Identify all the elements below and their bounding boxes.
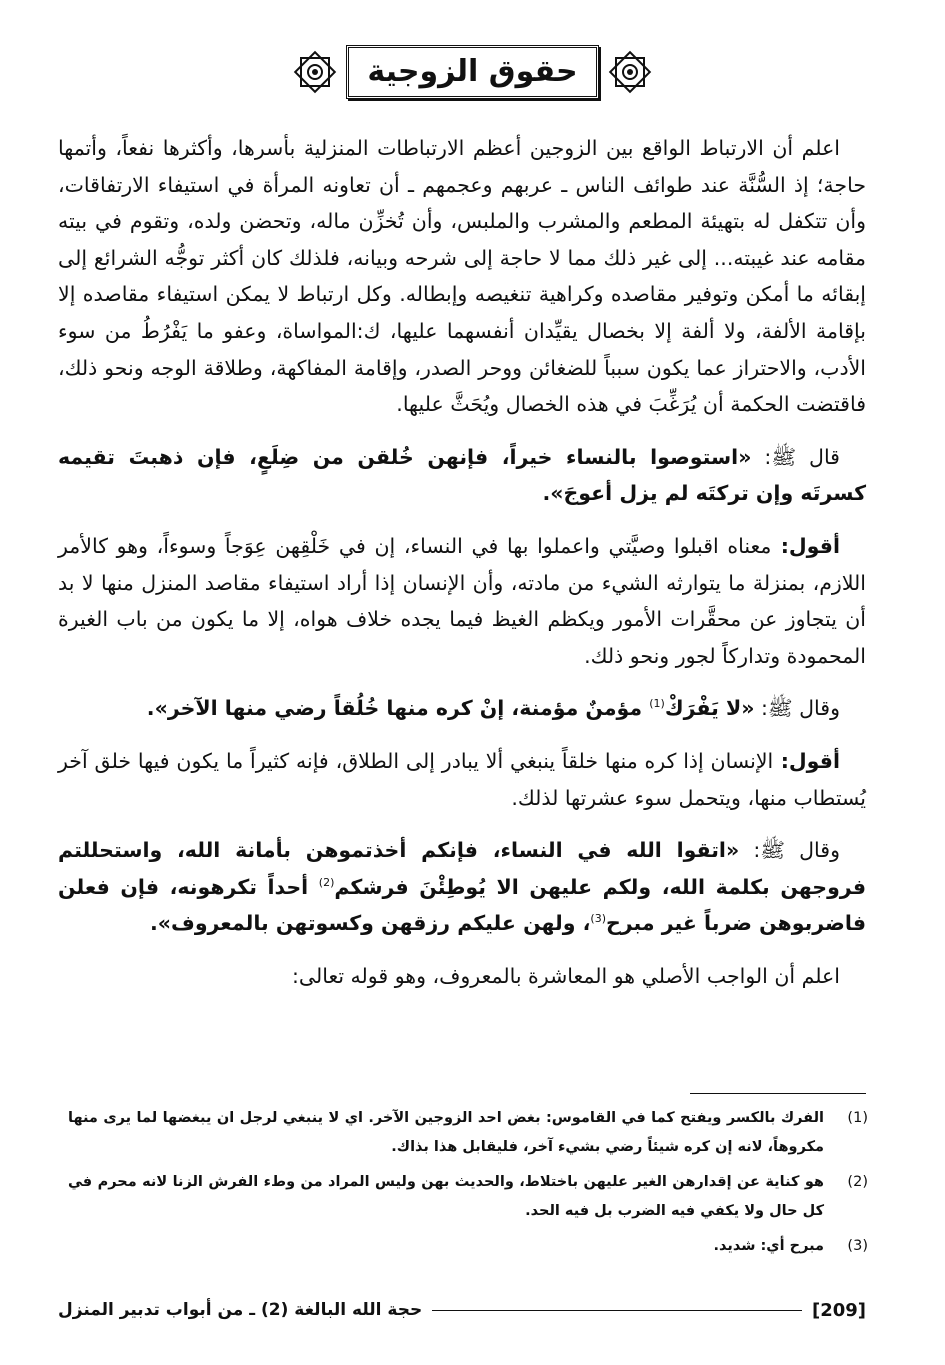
hadith-paragraph bbox=[58, 690, 866, 727]
hadith-paragraph bbox=[58, 832, 866, 942]
hadith-text: مؤمنٌ مؤمنة، إنْ كره منها خُلُقاً رضي منها الآخر». bbox=[146, 696, 650, 721]
commentary-lead: أقول: bbox=[773, 748, 840, 773]
commentary-text: معناه اقبلوا وصيَّتي واعملوا بها في النساء، إن في خَلْقِهن عِوَجاً وسوءاً، وهو كالأمر اللازم، بمنزلة ما يتوارثه الشيء من مادته، وأن الإنسان إذا أراد استيفاء مقاصد المنزل منها لا بد أن يتجاوز عن محقَّرات الأمور ويكظم الغيظ فيما يجده خلاف هواه، إلا ما يكون من باب الغيرة المحمودة وتداركاً لجور ونحو ذلك. bbox=[58, 533, 866, 668]
page-number: [209] bbox=[811, 1299, 866, 1321]
hadith-intro: وقال ﷺ: bbox=[754, 696, 840, 721]
footnote-number: (3) bbox=[847, 1238, 868, 1254]
footnote-text: الفرك بالكسر ويفتح كما في القاموس: بغض احد الزوجين الآخر. اي لا ينبغي لرجل ان يبغضها لما يرى منها مكروهاً، لانه إن كره شيئاً رضي بشيء آخر، فليقابل هذا بذاك. bbox=[68, 1110, 824, 1155]
footnote-item bbox=[68, 1168, 868, 1226]
hadith-text: «استوصوا بالنساء خيراً، فإنهن خُلقن من ضِلَعٍ، فإن ذهبتَ تقيمه كسرتَه وإن تركتَه لم يزل أعوجَ». bbox=[58, 444, 866, 506]
footnote-divider bbox=[690, 1093, 866, 1094]
star-ornament-icon bbox=[290, 47, 340, 97]
footnote-number: (2) bbox=[847, 1174, 868, 1190]
footnotes bbox=[68, 1104, 868, 1267]
footnote-text: هو كناية عن إقدارهن الغير عليهن باختلاط، والحديث بهن وليس المراد من وطء الفرش الزنا لانه محرم في كل حال ولا يكفي فيه الضرب بل فيه الحد. bbox=[68, 1174, 824, 1219]
footnote-item bbox=[68, 1232, 868, 1261]
commentary-text: الإنسان إذا كره منها خلقاً ينبغي ألا يبادر إلى الطلاق، فإنه كثيراً ما يكون فيها خلق آخر يُستطاب منها، ويتحمل سوء عشرتها لذلك. bbox=[58, 748, 866, 810]
hadith-text: ، ولهن عليكم رزقهن وكسوتهن بالمعروف». bbox=[149, 911, 591, 936]
hadith-paragraph bbox=[58, 439, 866, 512]
footnote-text: مبرح أي: شديد. bbox=[713, 1238, 824, 1254]
hadith-text: «لا يَفْرَكْ bbox=[664, 696, 755, 721]
hadith-text: أحداً تكرهونه، فإن فعلن فاضربوهن ضرباً غير مبرح bbox=[58, 874, 866, 936]
star-ornament-icon bbox=[605, 47, 655, 97]
commentary-paragraph bbox=[58, 528, 866, 674]
chapter-title: حقوق الزوجية bbox=[346, 45, 598, 99]
footnote-item bbox=[68, 1104, 868, 1162]
commentary-paragraph bbox=[58, 743, 866, 816]
footnote-ref[interactable]: (2) bbox=[318, 875, 335, 889]
footnote-ref[interactable]: (1) bbox=[649, 697, 665, 711]
footnote-number: (1) bbox=[847, 1110, 868, 1126]
hadith-text: «اتقوا الله في النساء، فإنكم أخذتموهن بأمانة الله، واستحللتم فروجهن بكلمة الله، ولكم عليهن الا يُوطِئْنَ فرشكم bbox=[58, 838, 866, 899]
page-footer bbox=[58, 1293, 866, 1327]
chapter-header bbox=[0, 42, 945, 102]
hadith-intro: وقال ﷺ: bbox=[739, 838, 840, 863]
main-text bbox=[58, 130, 866, 994]
running-title: حجة الله البالغة (2) ـ من أبواب تدبير المنزل bbox=[58, 1300, 423, 1320]
closing-paragraph: اعلم أن الواجب الأصلي هو المعاشرة بالمعروف، وهو قوله تعالى: bbox=[291, 963, 840, 988]
commentary-lead: أقول: bbox=[771, 533, 840, 558]
hadith-intro: قال ﷺ: bbox=[751, 444, 840, 469]
footnote-ref[interactable]: (3) bbox=[590, 912, 607, 926]
footer-rule bbox=[432, 1310, 802, 1311]
paragraph-intro: اعلم أن الارتباط الواقع بين الزوجين أعظم الارتباطات المنزلية بأسرها، وأكثرها نفعاً، وأتمها حاجة؛ إذ السُّنَّة عند طوائف الناس ـ عربهم وعجمهم ـ أن تعاونه المرأة في استيفاء الارتفاقات، وأن تتكفل له بتهيئة المطعم والمشرب والملبس، وأن تُخزِّن ماله، وتحضن ولده، وتقوم في بيته مقامه عند غيبته... إلى غير ذلك مما لا حاجة إلى شرحه وبيانه، فلذلك كان أكثر توجُّه الشرائع إلى إبقائه ما أمكن وتوفير مقاصده وكراهية تنغيصه وإبطاله. وكل ارتباط لا يمكن استيفاء مقاصده إلا بإقامة الألفة، ولا ألفة إلا بخصال يقيِّدان أنفسهما عليها، ك:المواساة، وعفو ما يَفْرُطُ من سوء الأدب، والاحتراز عما يكون سبباً للضغائن ووحر الصدر، وإقامة المفاكهة، وطلاقة الوجه ونحو ذلك، فاقتضت الحكمة أن يُرَغِّبَ في هذه الخصال ويُحَثَّ عليها. bbox=[58, 136, 866, 417]
